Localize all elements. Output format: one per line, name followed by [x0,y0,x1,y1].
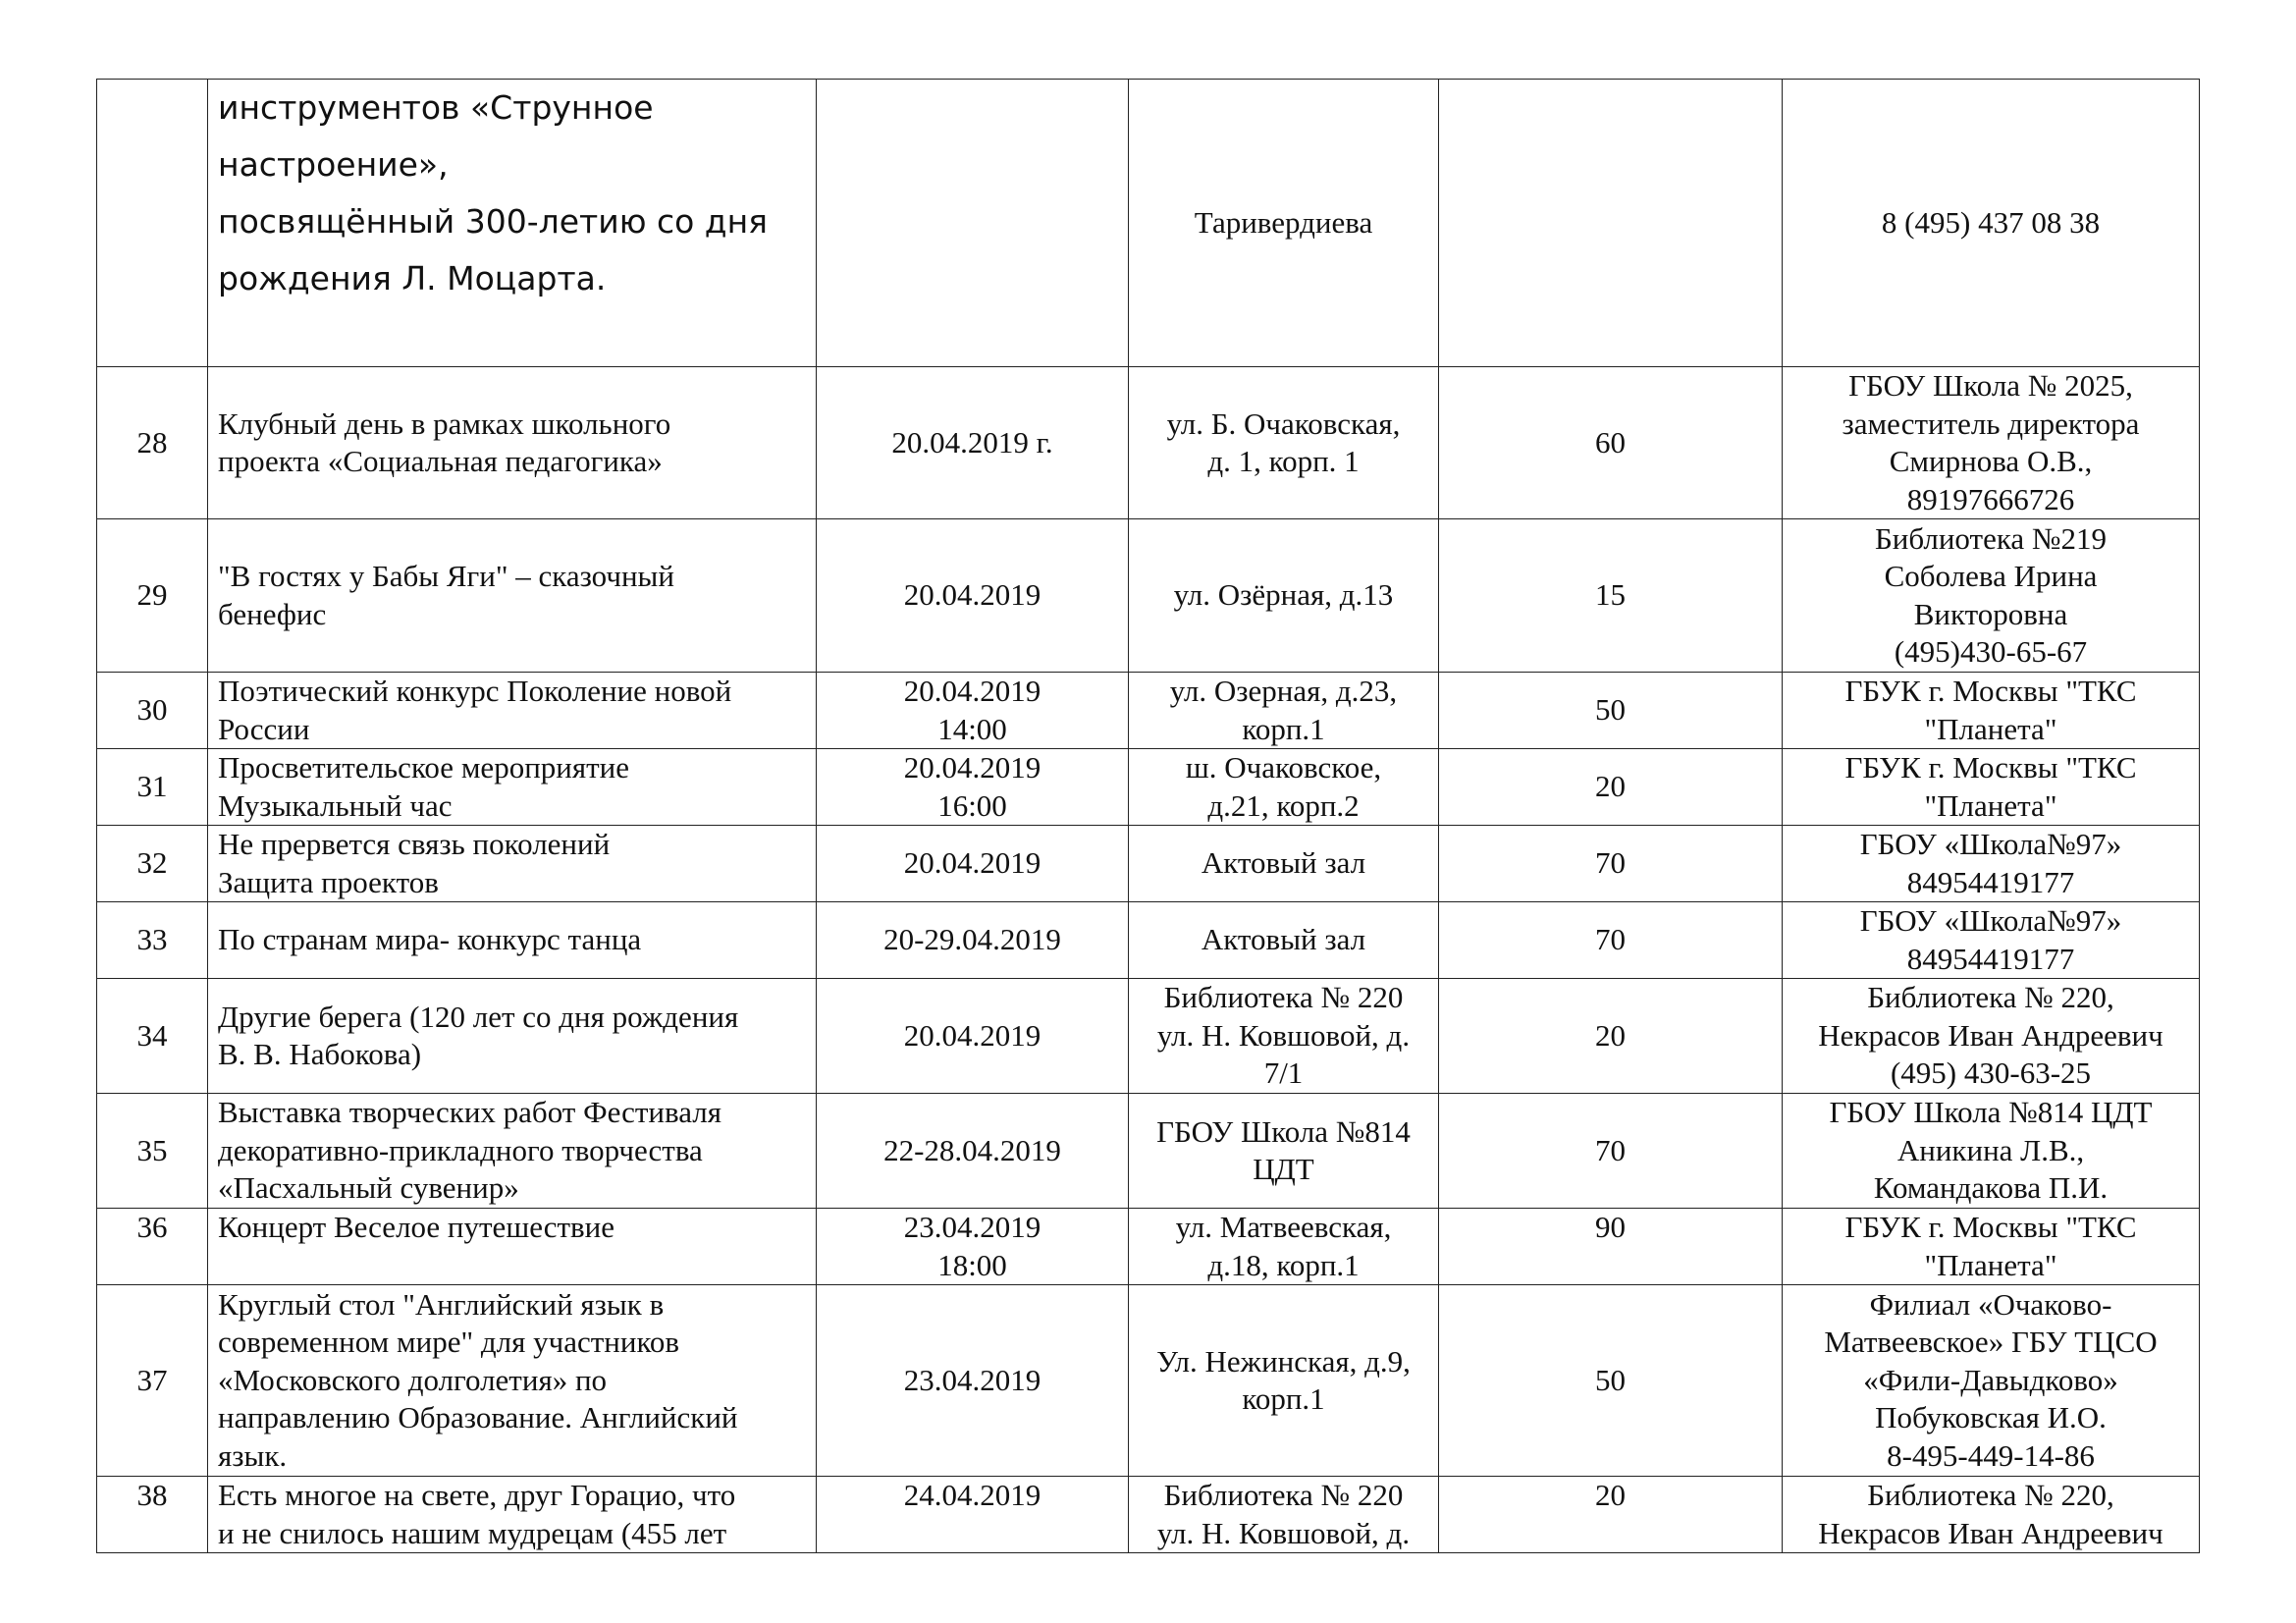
event-place-cell [1129,749,1439,826]
event-name-line: "В гостях у Бабы Яги" – сказочный [218,559,674,593]
event-place-cell [1129,519,1439,673]
event-name-cell [208,673,817,749]
event-place-cell [1129,1094,1439,1209]
event-name-line: Клубный день в рамках школьного [218,406,671,441]
event-name-line: В. В. Набокова) [218,1037,422,1071]
participant-count-cell: 20 [1439,1477,1783,1553]
contact-line: Некрасов Иван Андреевич [1818,1515,2163,1550]
event-date-cell [817,519,1129,673]
contact-line: «Фили-Давыдково» [1863,1362,2118,1397]
table-row [97,826,2200,902]
table-row-continuation [97,80,2200,367]
event-name-line: Другие берега (120 лет со дня рождения [218,999,739,1034]
contact-line: (495) 430-63-25 [1890,1055,2092,1091]
events-table-body [97,80,2200,1553]
event-place-line: ул. Матвеевская, [1175,1210,1392,1244]
event-name-line: инструментов «Струнное [218,88,654,127]
event-date-line: 20.04.2019 [903,845,1041,881]
contact-line: Библиотека № 220, [1867,1478,2114,1512]
event-name-line: рождения Л. Моцарта. [218,259,607,298]
participant-count-cell: 20 [1439,979,1783,1094]
event-place-cell: Таривердиева [1129,80,1439,367]
row-number-cell: 28 [97,367,208,519]
event-date-line: 20-29.04.2019 [883,922,1061,957]
contact-line: Библиотека № 220, [1867,980,2114,1015]
contact-cell [1783,826,2200,902]
event-place-cell [1129,1285,1439,1477]
participant-count-cell: 50 [1439,1285,1783,1477]
contact-line: 84954419177 [1906,864,2075,899]
event-date-cell [817,1477,1129,1553]
event-date-line: 20.04.2019 [903,1017,1041,1053]
event-place-line: ул. Озёрная, д.13 [1173,577,1394,613]
event-date-cell [817,1285,1129,1477]
contact-line: Некрасов Иван Андреевич [1818,1017,2163,1053]
contact-line: Викторовна [1913,596,2068,631]
event-place-line: ул. Н. Ковшовой, д. [1156,1017,1411,1053]
contact-line: Командакова П.И. [1873,1170,2109,1206]
event-name-line: России [218,711,310,746]
row-number-cell: 30 [97,673,208,749]
event-name-line: Есть многое на свете, друг Горацио, что [218,1478,736,1512]
event-date-line: 23.04.2019 [903,1210,1041,1244]
event-name-line: Круглый стол "Английский язык в [218,1286,665,1322]
event-name-line: проекта «Социальная педагогика» [218,444,663,478]
event-name-cell [208,826,817,902]
event-date-line: 24.04.2019 [903,1478,1041,1512]
event-date-cell [817,749,1129,826]
event-name-line: язык. [218,1437,288,1473]
event-date-cell [817,1094,1129,1209]
event-place-cell [1129,367,1439,519]
event-date-cell [817,826,1129,902]
contact-cell [1783,749,2200,826]
event-place-line: ГБОУ Школа №814 [1156,1113,1411,1149]
table-row [97,979,2200,1094]
table-row [97,902,2200,979]
event-name-line: Выставка творческих работ Фестиваля [218,1095,721,1130]
event-place-line: Библиотека № 220 [1163,1478,1404,1512]
event-name-line: «Московского долголетия» по [218,1362,608,1397]
contact-line: Библиотека №219 [1874,520,2108,556]
event-name-line: посвящённый 300-летию со дня [218,202,769,241]
event-date-cell [817,902,1129,979]
participant-count-cell: 70 [1439,826,1783,902]
contact-cell [1783,979,2200,1094]
event-place-line: ЦДТ [1253,1152,1314,1186]
contact-cell [1783,1209,2200,1285]
participant-count-cell: 70 [1439,1094,1783,1209]
contact-line: ГБУК г. Москвы "ТКС [1844,1210,2137,1244]
event-date-cell [817,673,1129,749]
event-name-cell [208,519,817,673]
contact-line: "Планета" [1924,787,2057,823]
table-row [97,1285,2200,1477]
event-place-line: Актовый зал [1201,845,1366,881]
row-number-cell: 29 [97,519,208,673]
contact-cell [1783,519,2200,673]
event-name-line: По странам мира- конкурс танца [218,922,642,957]
participant-count-cell [1439,80,1783,367]
event-place-cell [1129,1477,1439,1553]
row-number-cell: 34 [97,979,208,1094]
table-row [97,367,2200,519]
event-place-line: д.18, корп.1 [1207,1247,1360,1282]
participant-count-cell: 60 [1439,367,1783,519]
event-date-line: 20.04.2019 [903,674,1041,708]
event-place-line: д.21, корп.2 [1207,787,1360,823]
contact-cell [1783,673,2200,749]
contact-line: ГБОУ «Школа№97» [1859,827,2122,861]
contact-line: ГБОУ «Школа№97» [1859,903,2122,938]
event-name-line: Концерт Веселое путешествие [218,1210,615,1244]
row-number-cell [97,80,208,367]
contact-line: 89197666726 [1906,481,2075,516]
contact-line: 8-495-449-14-86 [1887,1437,2095,1473]
event-date-line: 16:00 [937,787,1007,823]
event-date-line: 20.04.2019 [903,750,1041,784]
contact-line: Аникина Л.В., [1896,1132,2085,1167]
event-name-line: Поэтический конкурс Поколение новой [218,674,732,708]
event-name-cell [208,979,817,1094]
contact-cell [1783,1477,2200,1553]
contact-cell: 8 (495) 437 08 38 [1783,80,2200,367]
event-place-cell [1129,902,1439,979]
event-date-line: 22-28.04.2019 [883,1132,1061,1167]
event-name-line: и не снилось нашим мудрецам (455 лет [218,1515,727,1550]
contact-cell [1783,1094,2200,1209]
contact-line: ГБУК г. Москвы "ТКС [1844,674,2137,708]
contact-line: (495)430-65-67 [1894,634,2088,669]
events-table [96,79,2200,1553]
contact-line: "Планета" [1924,711,2057,746]
contact-cell [1783,1285,2200,1477]
event-date-cell [817,979,1129,1094]
participant-count-cell: 70 [1439,902,1783,979]
row-number-cell: 31 [97,749,208,826]
table-row [97,749,2200,826]
row-number-cell: 32 [97,826,208,902]
event-name-cell [208,367,817,519]
participant-count-cell: 20 [1439,749,1783,826]
contact-line: ГБУК г. Москвы "ТКС [1844,750,2137,784]
event-place-line: корп.1 [1242,1381,1325,1416]
event-place-line: 7/1 [1263,1055,1304,1091]
event-name-cell [208,749,817,826]
participant-count-cell: 90 [1439,1209,1783,1285]
table-row [97,1094,2200,1209]
event-date-cell [817,80,1129,367]
event-date-line: 20.04.2019 г. [891,424,1053,460]
table-row [97,673,2200,749]
contact-line: заместитель директора [1842,406,2140,441]
table-row [97,1477,2200,1553]
event-place-line: ул. Б. Очаковская, [1166,406,1401,441]
event-name-line: бенефис [218,596,327,631]
event-place-line: корп.1 [1242,711,1325,746]
row-number-cell: 38 [97,1477,208,1553]
event-place-line: ул. Озерная, д.23, [1169,674,1398,708]
event-name-line: направлению Образование. Английский [218,1400,738,1435]
table-row [97,519,2200,673]
event-name-line: Музыкальный час [218,787,453,823]
event-name-line: «Пасхальный сувенир» [218,1170,519,1206]
contact-line: "Планета" [1924,1247,2057,1282]
event-name-cell [208,902,817,979]
event-date-line: 14:00 [937,711,1007,746]
event-name-line: Не прервется связь поколений [218,827,611,861]
event-date-line: 23.04.2019 [903,1362,1041,1397]
event-place-cell [1129,673,1439,749]
event-date-line: 20.04.2019 [903,577,1041,613]
contact-line: Побуковская И.О. [1875,1400,2107,1435]
event-date-cell [817,1209,1129,1285]
event-name-cell [208,1209,817,1285]
event-place-cell [1129,826,1439,902]
row-number-cell: 37 [97,1285,208,1477]
contact-line: ГБОУ Школа №814 ЦДТ [1829,1095,2153,1130]
event-place-cell [1129,979,1439,1094]
contact-cell [1783,367,2200,519]
contact-line: 84954419177 [1906,941,2075,976]
event-name-cell [208,1285,817,1477]
event-place-cell [1129,1209,1439,1285]
row-number-cell: 33 [97,902,208,979]
event-place-line: ш. Очаковское, [1185,750,1382,784]
contact-line: Матвеевское» ГБУ ТЦСО [1824,1325,2158,1360]
row-number-cell: 36 [97,1209,208,1285]
event-place-line: д. 1, корп. 1 [1207,444,1360,478]
table-row [97,1209,2200,1285]
event-name-line: Защита проектов [218,864,439,899]
participant-count-cell: 15 [1439,519,1783,673]
event-place-line: Ул. Нежинская, д.9, [1156,1343,1411,1379]
contact-cell [1783,902,2200,979]
contact-line: Смирнова О.В., [1889,444,2093,478]
event-name-line: декоративно-прикладного творчества [218,1132,703,1167]
row-number-cell: 35 [97,1094,208,1209]
event-name-cell [208,1094,817,1209]
event-date-line: 18:00 [937,1247,1007,1282]
event-name-cell [208,1477,817,1553]
event-name-line: современном мире" для участников [218,1325,680,1360]
contact-line: ГБОУ Школа № 2025, [1848,368,2133,403]
contact-line: Соболева Ирина [1884,559,2098,593]
event-name-cell [208,80,817,367]
event-date-cell [817,367,1129,519]
contact-line: Филиал «Очаково- [1869,1286,2112,1322]
event-name-line: Просветительское мероприятие [218,750,630,784]
participant-count-cell: 50 [1439,673,1783,749]
event-place-line: ул. Н. Ковшовой, д. [1156,1515,1411,1550]
event-name-line: настроение», [218,145,449,184]
event-place-line: Актовый зал [1201,922,1366,957]
event-place-line: Библиотека № 220 [1163,980,1404,1015]
